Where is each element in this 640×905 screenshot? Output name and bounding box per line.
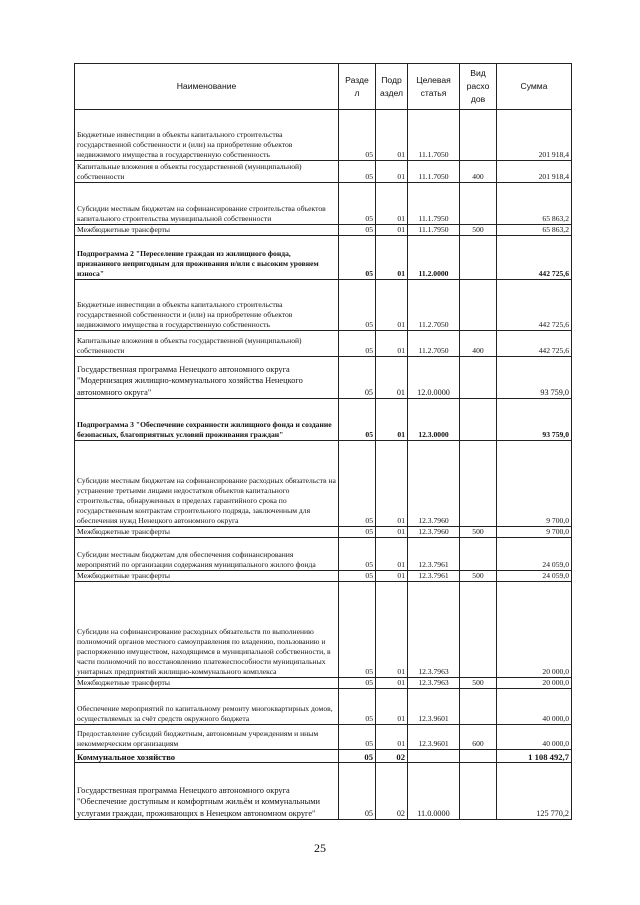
row-type: [460, 183, 497, 225]
row-amount: 93 759,0: [497, 357, 572, 399]
header-type-line3: дов: [470, 94, 486, 104]
row-section: 05: [339, 161, 376, 183]
table-row: [75, 331, 572, 357]
row-amount: 40 000,0: [497, 725, 572, 750]
row-section: 05: [339, 750, 376, 763]
row-target: 12.3.7963: [408, 582, 460, 678]
row-name: Бюджетные инвестиции в объекты капитального строительства государственной собственности и (или) на приобретение объектов недвижимого имущества в государственную собственность: [75, 280, 339, 331]
header-subsection-line2: аздел: [380, 87, 403, 98]
header-type: [460, 64, 497, 110]
row-type: [460, 236, 497, 280]
row-section: 05: [339, 225, 376, 236]
page-number: 25: [314, 841, 326, 855]
table-row: [75, 161, 572, 183]
row-name: Субсидии местным бюджетам на софинансирование расходных обязательств на устранение третьими лицами недостатков объектов капитального строительства, обнаруженных в пределах гарантийного срока по государственным контрактам строительного подряда, заключенным для обеспечения нужд Ненецкого автономного округа: [75, 441, 339, 527]
row-amount: 65 863,2: [497, 183, 572, 225]
row-section: 05: [339, 110, 376, 161]
table-row: [75, 236, 572, 280]
row-amount: 65 863,2: [497, 225, 572, 236]
row-target: 11.1.7950: [408, 225, 460, 236]
row-subsection: 01: [376, 399, 408, 441]
row-name: Предоставление субсидий бюджетным, автономным учреждениям и иным некоммерческим организациям: [75, 725, 339, 750]
row-section: 05: [339, 236, 376, 280]
row-name: Государственная программа Ненецкого автономного округа "Модернизация жилищно-коммунального хозяйства Ненецкого автономного округа": [75, 357, 339, 399]
row-type: [460, 399, 497, 441]
row-target: 11.2.7050: [408, 331, 460, 357]
row-amount: 1 108 492,7: [497, 750, 572, 763]
row-subsection: 02: [376, 750, 408, 763]
row-type: 500: [460, 225, 497, 236]
row-amount: 24 059,0: [497, 571, 572, 582]
table-header-row: [75, 64, 572, 110]
row-subsection: 01: [376, 571, 408, 582]
row-type: 400: [460, 331, 497, 357]
table-row: [75, 582, 572, 678]
row-amount: 125 770,2: [497, 763, 572, 820]
row-subsection: 01: [376, 441, 408, 527]
row-section: 05: [339, 678, 376, 689]
table-row: [75, 357, 572, 399]
table-row: [75, 225, 572, 236]
row-name: Межбюджетные трансферты: [75, 678, 339, 689]
row-name: Межбюджетные трансферты: [75, 527, 339, 538]
row-type: [460, 763, 497, 820]
row-section: 05: [339, 725, 376, 750]
row-type: 400: [460, 161, 497, 183]
row-type: [460, 750, 497, 763]
row-name: Субсидии местным бюджетам для обеспечения софинансирования мероприятий по организации содержания муниципального жилого фонда: [75, 538, 339, 571]
row-type: [460, 110, 497, 161]
table-row: [75, 527, 572, 538]
row-section: 05: [339, 357, 376, 399]
header-subsection: [376, 64, 408, 110]
row-subsection: 01: [376, 357, 408, 399]
row-amount: 442 725,6: [497, 331, 572, 357]
row-amount: 24 059,0: [497, 538, 572, 571]
row-amount: 9 700,0: [497, 527, 572, 538]
row-name: Государственная программа Ненецкого автономного округа "Обеспечение доступным и комфортным жильём и коммунальными услугами граждан, проживающих в Ненецком автономном округе": [75, 763, 339, 820]
row-amount: 442 725,6: [497, 236, 572, 280]
table-row: [75, 725, 572, 750]
row-subsection: 01: [376, 538, 408, 571]
row-section: 05: [339, 582, 376, 678]
row-target: [408, 750, 460, 763]
row-subsection: 01: [376, 236, 408, 280]
table-row: [75, 763, 572, 820]
row-type: [460, 582, 497, 678]
row-subsection: 01: [376, 280, 408, 331]
row-amount: 40 000,0: [497, 689, 572, 725]
table-row: [75, 571, 572, 582]
row-type: [460, 280, 497, 331]
table-row: [75, 538, 572, 571]
row-target: 12.3.7961: [408, 571, 460, 582]
row-target: 12.3.7963: [408, 678, 460, 689]
header-section: [339, 64, 376, 110]
table-row: [75, 678, 572, 689]
header-target: [408, 64, 460, 110]
row-target: 12.3.7961: [408, 538, 460, 571]
row-amount: 93 759,0: [497, 399, 572, 441]
row-target: 12.3.7960: [408, 527, 460, 538]
row-amount: 442 725,6: [497, 280, 572, 331]
row-amount: 20 000,0: [497, 582, 572, 678]
row-section: 05: [339, 538, 376, 571]
row-subsection: 01: [376, 678, 408, 689]
row-section: 05: [339, 280, 376, 331]
row-subsection: 01: [376, 582, 408, 678]
table-row: [75, 399, 572, 441]
row-section: 05: [339, 399, 376, 441]
row-name: Коммунальное хозяйство: [75, 750, 339, 763]
row-target: 12.3.9601: [408, 689, 460, 725]
row-name: Подпрограмма 2 "Переселение граждан из жилищного фонда, признанного непригодным для проживания и/или с высоким уровнем износа": [75, 236, 339, 280]
row-amount: 201 918,4: [497, 161, 572, 183]
row-type: [460, 538, 497, 571]
row-target: 12.3.0000: [408, 399, 460, 441]
header-type-line2: расхо: [466, 81, 490, 91]
row-type: [460, 441, 497, 527]
table-row: [75, 689, 572, 725]
row-subsection: 01: [376, 183, 408, 225]
row-subsection: 01: [376, 225, 408, 236]
row-section: 05: [339, 183, 376, 225]
row-target: 11.1.7050: [408, 161, 460, 183]
table-row: [75, 441, 572, 527]
table-row: [75, 280, 572, 331]
row-name: Межбюджетные трансферты: [75, 571, 339, 582]
row-type: 500: [460, 678, 497, 689]
row-target: 11.1.7950: [408, 183, 460, 225]
row-section: 05: [339, 763, 376, 820]
header-target-line2: статья: [420, 87, 447, 98]
header-section-line1: Разде: [345, 74, 369, 85]
row-name: Бюджетные инвестиции в объекты капитального строительства государственной собственности и (или) на приобретение объектов недвижимого имущества в государственную собственность: [75, 110, 339, 161]
row-target: 11.2.0000: [408, 236, 460, 280]
row-section: 05: [339, 571, 376, 582]
row-target: 12.0.0000: [408, 357, 460, 399]
header-type-line1: Вид: [470, 68, 486, 78]
row-subsection: 01: [376, 110, 408, 161]
row-subsection: 01: [376, 161, 408, 183]
row-target: 12.3.9601: [408, 725, 460, 750]
row-section: 05: [339, 689, 376, 725]
row-type: 500: [460, 527, 497, 538]
header-name: Наименование: [75, 64, 339, 110]
header-subsection-line1: Подр: [381, 74, 402, 85]
row-subsection: 01: [376, 527, 408, 538]
row-subsection: 02: [376, 763, 408, 820]
row-target: 11.0.0000: [408, 763, 460, 820]
row-subsection: 01: [376, 725, 408, 750]
header-section-line2: л: [354, 87, 360, 98]
header-amount: Сумма: [497, 64, 572, 110]
row-type: 600: [460, 725, 497, 750]
row-type: [460, 357, 497, 399]
row-subsection: 01: [376, 331, 408, 357]
row-name: Капитальные вложения в объекты государственной (муниципальной) собственности: [75, 161, 339, 183]
header-target-line1: Целевая: [416, 74, 451, 85]
row-section: 05: [339, 527, 376, 538]
table-row: [75, 110, 572, 161]
row-target: 11.2.7050: [408, 280, 460, 331]
row-amount: 201 918,4: [497, 110, 572, 161]
row-type: [460, 689, 497, 725]
row-section: 05: [339, 331, 376, 357]
row-name: Капитальные вложения в объекты государственной (муниципальной) собственности: [75, 331, 339, 357]
budget-table: [74, 63, 572, 820]
row-name: Межбюджетные трансферты: [75, 225, 339, 236]
row-amount: 20 000,0: [497, 678, 572, 689]
table-row: [75, 183, 572, 225]
row-type: 500: [460, 571, 497, 582]
row-name: Субсидии местным бюджетам на софинансирование строительства объектов капитального строительства муниципальной собственности: [75, 183, 339, 225]
row-amount: 9 700,0: [497, 441, 572, 527]
row-target: 11.1.7050: [408, 110, 460, 161]
row-target: 12.3.7960: [408, 441, 460, 527]
row-section: 05: [339, 441, 376, 527]
row-name: Подпрограмма 3 "Обеспечение сохранности жилищного фонда и создание безопасных, благоприятных условий проживания граждан": [75, 399, 339, 441]
row-subsection: 01: [376, 689, 408, 725]
row-name: Обеспечение мероприятий по капитальному ремонту многоквартирных домов, осуществляемых за счёт средств окружного бюджета: [75, 689, 339, 725]
row-name: Субсидии на софинансирование расходных обязательств по выполнению полномочий органов местного самоуправления по владению, пользованию и распоряжению имуществом, находящимся в муниципальной собственности, в части полномочий по восстановлению платежеспособности муниципальных унитарных предприятий жилищно-коммунального комплекса: [75, 582, 339, 678]
table-row: [75, 750, 572, 763]
